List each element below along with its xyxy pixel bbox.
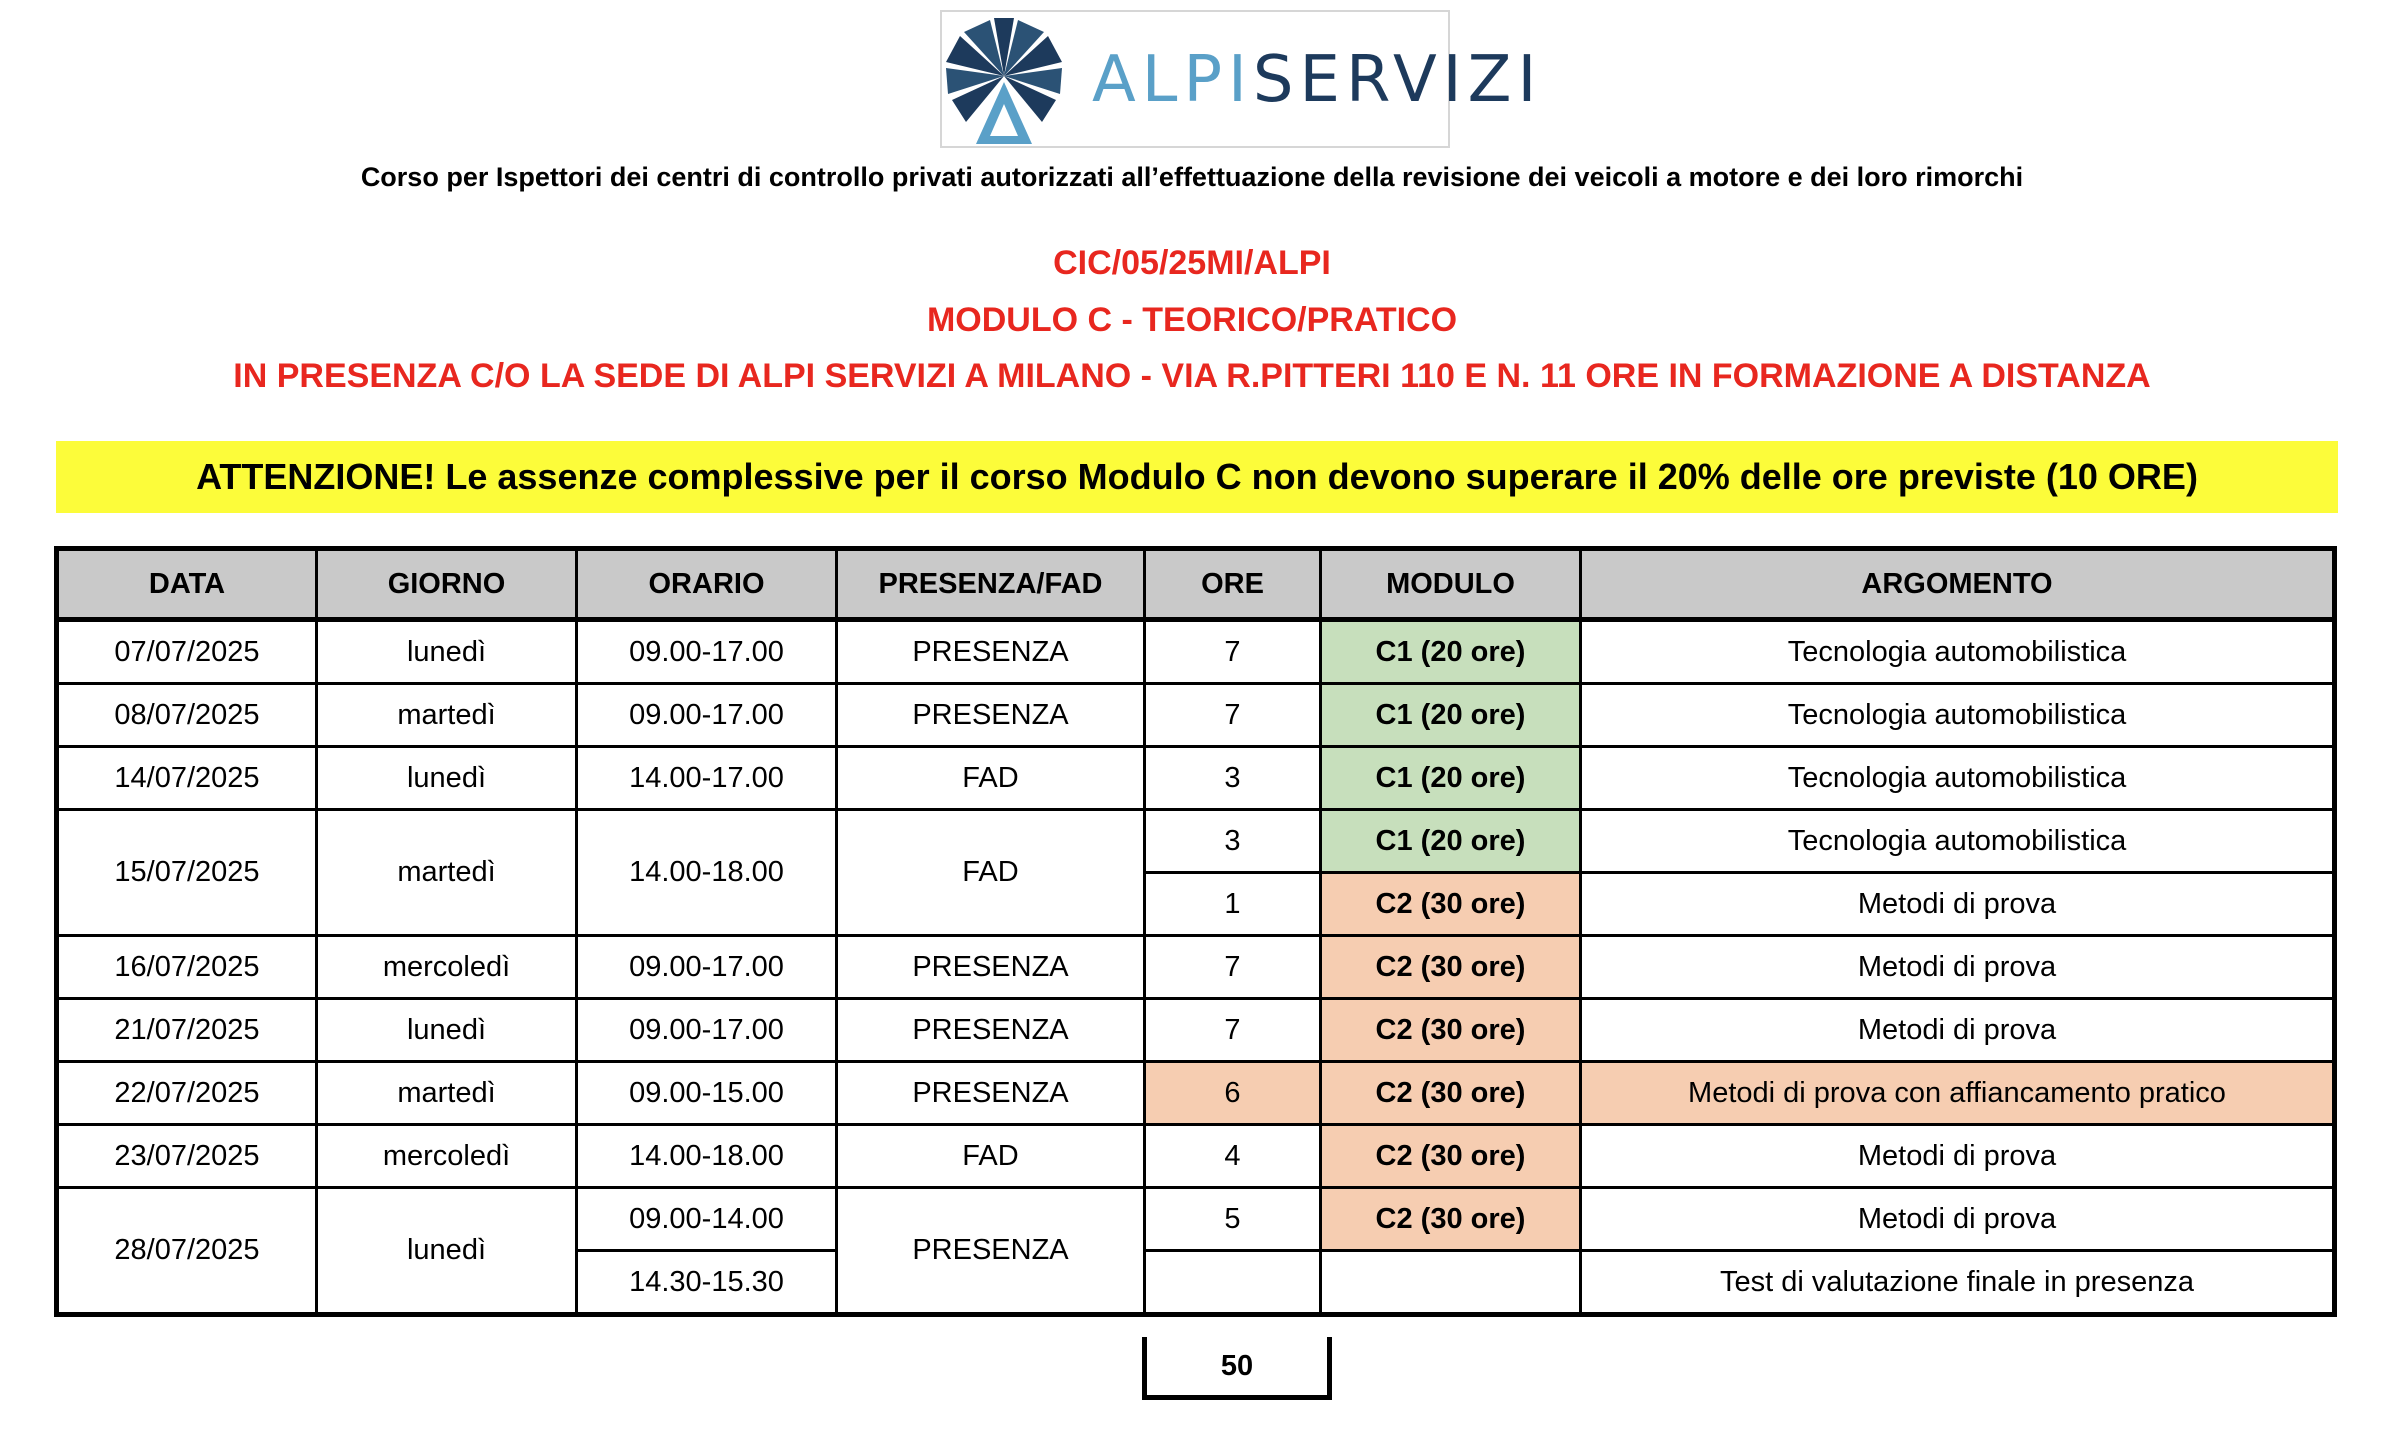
logo-wordmark: ALPISERVIZI: [1092, 43, 1543, 117]
cell-argomento: Metodi di prova: [1581, 936, 2335, 999]
cell-giorno: lunedì: [317, 999, 577, 1062]
cell-presenza: PRESENZA: [837, 684, 1145, 747]
table-row: [57, 810, 2335, 873]
cell-presenza: PRESENZA: [837, 999, 1145, 1062]
cell-argomento: Tecnologia automobilistica: [1581, 620, 2335, 684]
cell-data: 28/07/2025: [57, 1188, 317, 1315]
cell-modulo: C1 (20 ore): [1321, 810, 1581, 873]
cell-orario: 09.00-17.00: [577, 999, 837, 1062]
cell-data: 15/07/2025: [57, 810, 317, 936]
cell-giorno: martedì: [317, 1062, 577, 1125]
course-title: Corso per Ispettori dei centri di controllo privati autorizzati all’effettuazione della revisione dei veicoli a motore e dei loro rimorchi: [360, 162, 2024, 192]
cell-modulo: C2 (30 ore): [1321, 999, 1581, 1062]
cell-argomento: Metodi di prova: [1581, 1125, 2335, 1188]
cell-orario: 14.30-15.30: [577, 1251, 837, 1315]
header-modulo: MODULO: [1321, 549, 1581, 620]
cell-orario: 09.00-17.00: [577, 936, 837, 999]
cell-modulo: C2 (30 ore): [1321, 936, 1581, 999]
cell-orario: 14.00-17.00: [577, 747, 837, 810]
total-hours: 50: [1142, 1337, 1332, 1400]
cell-orario: 14.00-18.00: [577, 810, 837, 936]
cell-modulo: C1 (20 ore): [1321, 684, 1581, 747]
header-giorno: GIORNO: [317, 549, 577, 620]
cell-modulo: C2 (30 ore): [1321, 873, 1581, 936]
cell-ore: 6: [1145, 1062, 1321, 1125]
cell-presenza: PRESENZA: [837, 1062, 1145, 1125]
cell-ore: 7: [1145, 684, 1321, 747]
table-row: [57, 747, 2335, 810]
cell-giorno: lunedì: [317, 1188, 577, 1315]
cell-presenza: PRESENZA: [837, 936, 1145, 999]
cell-ore: 3: [1145, 747, 1321, 810]
table-row: [57, 999, 2335, 1062]
cell-giorno: lunedì: [317, 620, 577, 684]
cell-orario: 09.00-17.00: [577, 684, 837, 747]
cell-ore: 1: [1145, 873, 1321, 936]
cell-argomento: Tecnologia automobilistica: [1581, 684, 2335, 747]
cell-modulo: C1 (20 ore): [1321, 620, 1581, 684]
cell-giorno: mercoledì: [317, 1125, 577, 1188]
cell-giorno: martedì: [317, 810, 577, 936]
cell-presenza: FAD: [837, 810, 1145, 936]
cell-data: 07/07/2025: [57, 620, 317, 684]
cell-data: 21/07/2025: [57, 999, 317, 1062]
header-data: DATA: [57, 549, 317, 620]
logo-mark-icon: [942, 12, 1072, 148]
module-title: MODULO C - TEORICO/PRATICO: [926, 301, 1458, 339]
cell-ore: 7: [1145, 999, 1321, 1062]
cell-presenza: PRESENZA: [837, 1188, 1145, 1315]
cell-giorno: martedì: [317, 684, 577, 747]
cell-data: 16/07/2025: [57, 936, 317, 999]
cell-ore: 5: [1145, 1188, 1321, 1251]
cell-data: 22/07/2025: [57, 1062, 317, 1125]
cell-presenza: FAD: [837, 747, 1145, 810]
cell-data: 08/07/2025: [57, 684, 317, 747]
cell-presenza: PRESENZA: [837, 620, 1145, 684]
cell-argomento: Tecnologia automobilistica: [1581, 747, 2335, 810]
cell-argomento: Metodi di prova con affiancamento pratico: [1581, 1062, 2335, 1125]
cell-orario: 09.00-15.00: [577, 1062, 837, 1125]
logo: [940, 10, 1543, 148]
cell-ore: [1145, 1251, 1321, 1315]
attention-banner: ATTENZIONE! Le assenze complessive per il corso Modulo C non devono superare il 20% delle ore previste (10 ORE): [56, 441, 2338, 513]
location-note: IN PRESENZA C/O LA SEDE DI ALPI SERVIZI A MILANO - VIA R.PITTERI 110 E N. 11 ORE IN FORMAZIONE A DISTANZA: [233, 357, 2151, 395]
cell-argomento: Tecnologia automobilistica: [1581, 810, 2335, 873]
table-row: [57, 1188, 2335, 1251]
table-row: [57, 1062, 2335, 1125]
table-row: [57, 1125, 2335, 1188]
cell-modulo: C1 (20 ore): [1321, 747, 1581, 810]
cell-data: 14/07/2025: [57, 747, 317, 810]
course-code: CIC/05/25MI/ALPI: [1053, 244, 1331, 282]
cell-ore: 7: [1145, 620, 1321, 684]
cell-argomento: Metodi di prova: [1581, 873, 2335, 936]
cell-argomento: Metodi di prova: [1581, 999, 2335, 1062]
cell-modulo: [1321, 1251, 1581, 1315]
cell-orario: 09.00-14.00: [577, 1188, 837, 1251]
table-row: [57, 684, 2335, 747]
cell-ore: 3: [1145, 810, 1321, 873]
cell-argomento: Test di valutazione finale in presenza: [1581, 1251, 2335, 1315]
cell-modulo: C2 (30 ore): [1321, 1188, 1581, 1251]
header-presenza-fad: PRESENZA/FAD: [837, 549, 1145, 620]
cell-orario: 09.00-17.00: [577, 620, 837, 684]
cell-presenza: FAD: [837, 1125, 1145, 1188]
cell-giorno: lunedì: [317, 747, 577, 810]
table-header-row: [57, 549, 2335, 620]
cell-modulo: C2 (30 ore): [1321, 1062, 1581, 1125]
cell-giorno: mercoledì: [317, 936, 577, 999]
cell-argomento: Metodi di prova: [1581, 1188, 2335, 1251]
table-row: [57, 936, 2335, 999]
schedule-table: [54, 546, 2337, 1317]
header-ore: ORE: [1145, 549, 1321, 620]
header-argomento: ARGOMENTO: [1581, 549, 2335, 620]
cell-orario: 14.00-18.00: [577, 1125, 837, 1188]
cell-ore: 7: [1145, 936, 1321, 999]
cell-ore: 4: [1145, 1125, 1321, 1188]
table-row: [57, 620, 2335, 684]
cell-modulo: C2 (30 ore): [1321, 1125, 1581, 1188]
header-orario: ORARIO: [577, 549, 837, 620]
cell-data: 23/07/2025: [57, 1125, 317, 1188]
